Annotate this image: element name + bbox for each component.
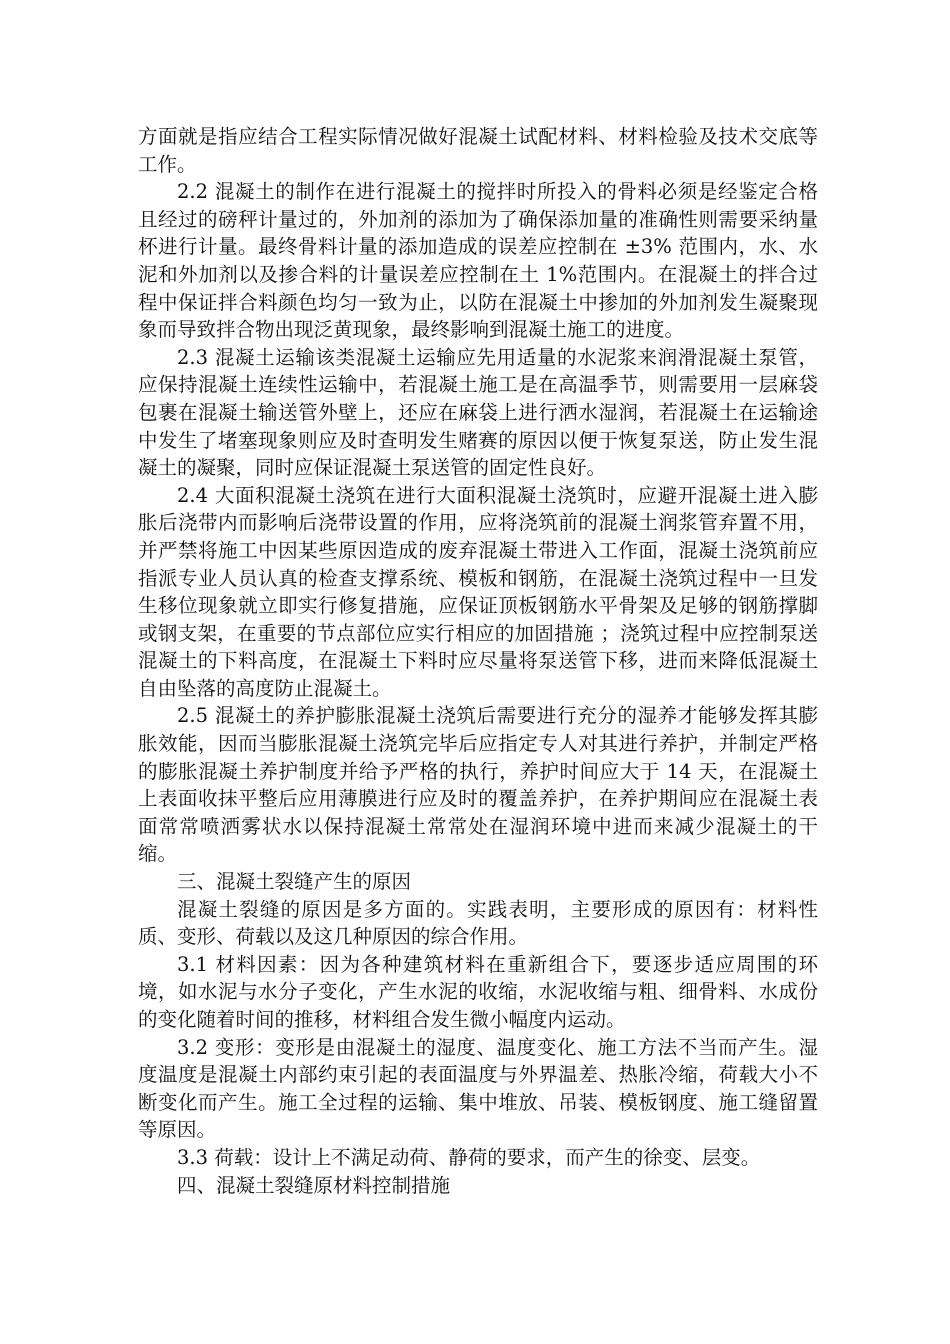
paragraph-2-2-mixing: 2.2 混凝土的制作在进行混凝土的搅拌时所投入的骨料必须是经鉴定合格且经过的磅秤计量过的，外加剂的添加为了确保添加量的准确性则需要采纳量杯进行计量。最终骨料计量的添加造成的误差应控制在 ±3% 范围内，水、水泥和外加剂以及掺合料的计量误差应控制在土 1%范围内。在混凝土的拌合过程中保证拌合料颜色均匀一致为止，以防在混凝土中掺加的外加剂发生凝聚现象而导致拌合物出现泛黄现象，最终影响到混凝土施工的进度。 [138, 180, 818, 342]
paragraph-2-4-pouring: 2.4 大面积混凝土浇筑在进行大面积混凝土浇筑时，应避开混凝土进入膨胀后浇带内而影响后浇带设置的作用，应将浇筑前的混凝土润浆管弃置不用，并严禁将施工中因某些原因造成的废弃混凝土带进入工作面，混凝土浇筑前应指派专业人员认真的检查支撑系统、模板和钢筋，在混凝土浇筑过程中一旦发生移位现象就立即实行修复措施，应保证顶板钢筋水平骨架及足够的钢筋撑脚或钢支架，在重要的节点部位应实行相应的加固措施 ；浇筑过程中应控制泵送混凝土的下料高度，在混凝土下料时应尽量将泵送管下移，进而来降低混凝土自由坠落的高度防止混凝土。 [138, 483, 818, 700]
paragraph-3-1-material: 3.1 材料因素：因为各种建筑材料在重新组合下，要逐步适应周围的环境，如水泥与水分子变化，产生水泥的收缩，水泥收缩与粗、细骨料、水成份的变化随着时间的推移，材料组合发生微小幅度内运动。 [138, 952, 818, 1031]
paragraph-2-3-transport: 2.3 混凝土运输该类混凝土运输应先用适量的水泥浆来润滑混凝土泵管，应保持混凝土连续性运输中，若混凝土施工是在高温季节，则需要用一层麻袋包裹在混凝土输送管外壁上，还应在麻袋上进行洒水湿润，若混凝土在运输途中发生了堵塞现象则应及时查明发生赌赛的原因以便于恢复泵送，防止发生混凝土的凝聚，同时应保证混凝土泵送管的固定性良好。 [138, 345, 818, 480]
section-heading-4: 四、混凝土裂缝原材料控制措施 [177, 1173, 451, 1197]
section-heading-3: 三、混凝土裂缝产生的原因 [177, 870, 412, 894]
paragraph-continuation: 方面就是指应结合工程实际情况做好混凝土试配材料、材料检验及技术交底等工作。 [138, 125, 818, 176]
paragraph-2-5-curing: 2.5 混凝土的养护膨胀混凝土浇筑后需要进行充分的湿养才能够发挥其膨胀效能，因而当膨胀混凝土浇筑完毕后应指定专人对其进行养护，并制定严格的膨胀混凝土养护制度并给予严格的执行，养护时间应大于 14 天，在混凝土上表面收抹平整后应用薄膜进行应及时的覆盖养护，在养护期间应在混凝土表面常常喷洒雾状水以保持混凝土常常处在湿润环境中进而来减少混凝土的干缩。 [138, 704, 818, 866]
paragraph-3-2-deformation: 3.2 变形：变形是由混凝土的湿度、温度变化、施工方法不当而产生。湿度温度是混凝土内部约束引起的表面温度与外界温差、热胀冷缩，荷载大小不断变化而产生。施工全过程的运输、集中堆放、吊装、模板钢度、施工缝留置等原因。 [138, 1035, 818, 1142]
paragraph-3-3-load: 3.3 荷载：设计上不满足动荷、静荷的要求，而产生的徐变、层变。 [177, 1145, 761, 1169]
document-body [138, 123, 818, 1199]
paragraph-3-intro: 混凝土裂缝的原因是多方面的。实践表明，主要形成的原因有：材料性质、变形、荷载以及这几种原因的综合作用。 [138, 897, 818, 949]
